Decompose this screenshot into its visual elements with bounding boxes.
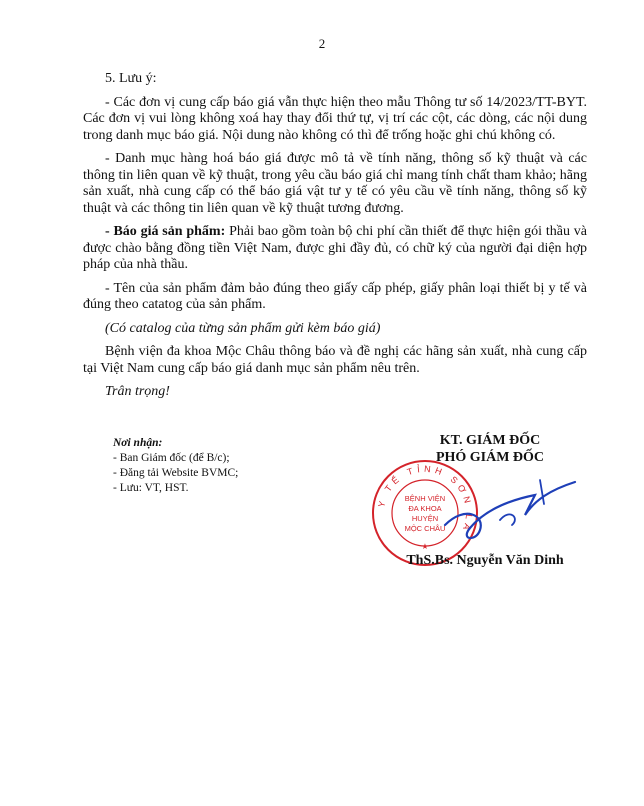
recipient-item: - Lưu: VT, HST.	[113, 482, 189, 494]
recipients-title: Nơi nhận:	[113, 437, 163, 449]
notes-heading: 5. Lưu ý:	[105, 71, 157, 86]
signature-role-line1: KT. GIÁM ĐỐC	[439, 433, 541, 448]
closing-greeting: Trân trọng!	[105, 384, 170, 399]
recipient-item: - Ban Giám đốc (để B/c);	[113, 452, 230, 464]
svg-text:HUYỆN: HUYỆN	[411, 514, 439, 523]
svg-text:BỆNH VIỆN: BỆNH VIỆN	[404, 494, 446, 503]
signatory-name: ThS.Bs. Nguyễn Văn Dinh	[406, 553, 564, 568]
svg-text:ĐA KHOA: ĐA KHOA	[408, 504, 442, 513]
quote-text: Phải bao gồm toàn bộ chi phí cần thiết để thực hiện gói thầu và được chào bằng đồng tiền Việt Nam, được ghi đầy đủ, có chữ ký của người đại diện hợp pháp của nhà thầu.	[83, 224, 587, 272]
paragraph-product-name: - Tên của sản phẩm đảm bảo đúng theo giấy cấp phép, giấy phân loại thiết bị y tế và đúng theo catatog của sản phẩm.	[83, 280, 587, 312]
paragraph-template-note: - Các đơn vị cung cấp báo giá vẫn thực hiện theo mẫu Thông tư số 14/2023/TT-BYT. Các đơn vị vui lòng không xoá hay thay đổi thứ tự, vị trí các cột, các dòng, các nội dung trong danh mục báo giá. Nội dung nào không có thì để trống hoặc ghi chú không có.	[83, 94, 587, 143]
paragraph-catalog-note: (Có catalog của từng sản phẩm gửi kèm báo giá)	[105, 320, 381, 336]
paragraph-announcement: Bệnh viện đa khoa Mộc Châu thông báo và đề nghị các hãng sản xuất, nhà cung cấp tại Việt Nam cung cấp báo giá danh mục sản phẩm nêu trên.	[83, 344, 587, 376]
paragraph-quote-requirements	[83, 224, 587, 274]
svg-text:MỘC CHÂU: MỘC CHÂU	[404, 524, 446, 533]
quote-label: - Báo giá sản phẩm:	[105, 224, 226, 239]
paragraph-description-note: - Danh mục hàng hoá báo giá được mô tả về tính năng, thông số kỹ thuật và các thông tin liên quan về kỹ thuật, trong yêu cầu báo giá chỉ mang tính chất tham khảo; hãng sản xuất, nhà cung cấp có thể báo giá vật tư y tế có yêu cầu về tính năng, thông số kỹ thuật và các thông tin liên quan về kỹ thuật tương đương.	[83, 151, 587, 216]
page-number: 2	[318, 36, 326, 51]
document-body	[83, 71, 587, 408]
recipients-block	[113, 436, 238, 496]
handwritten-signature	[440, 470, 580, 550]
svg-text:★: ★	[421, 542, 429, 551]
recipient-item: - Đăng tải Website BVMC;	[113, 467, 239, 479]
signature-role-line2: PHÓ GIÁM ĐỐC	[435, 450, 545, 465]
svg-text:Y TẾ TỈNH SƠN LA: Y TẾ TỈNH SƠN LA	[376, 463, 475, 536]
